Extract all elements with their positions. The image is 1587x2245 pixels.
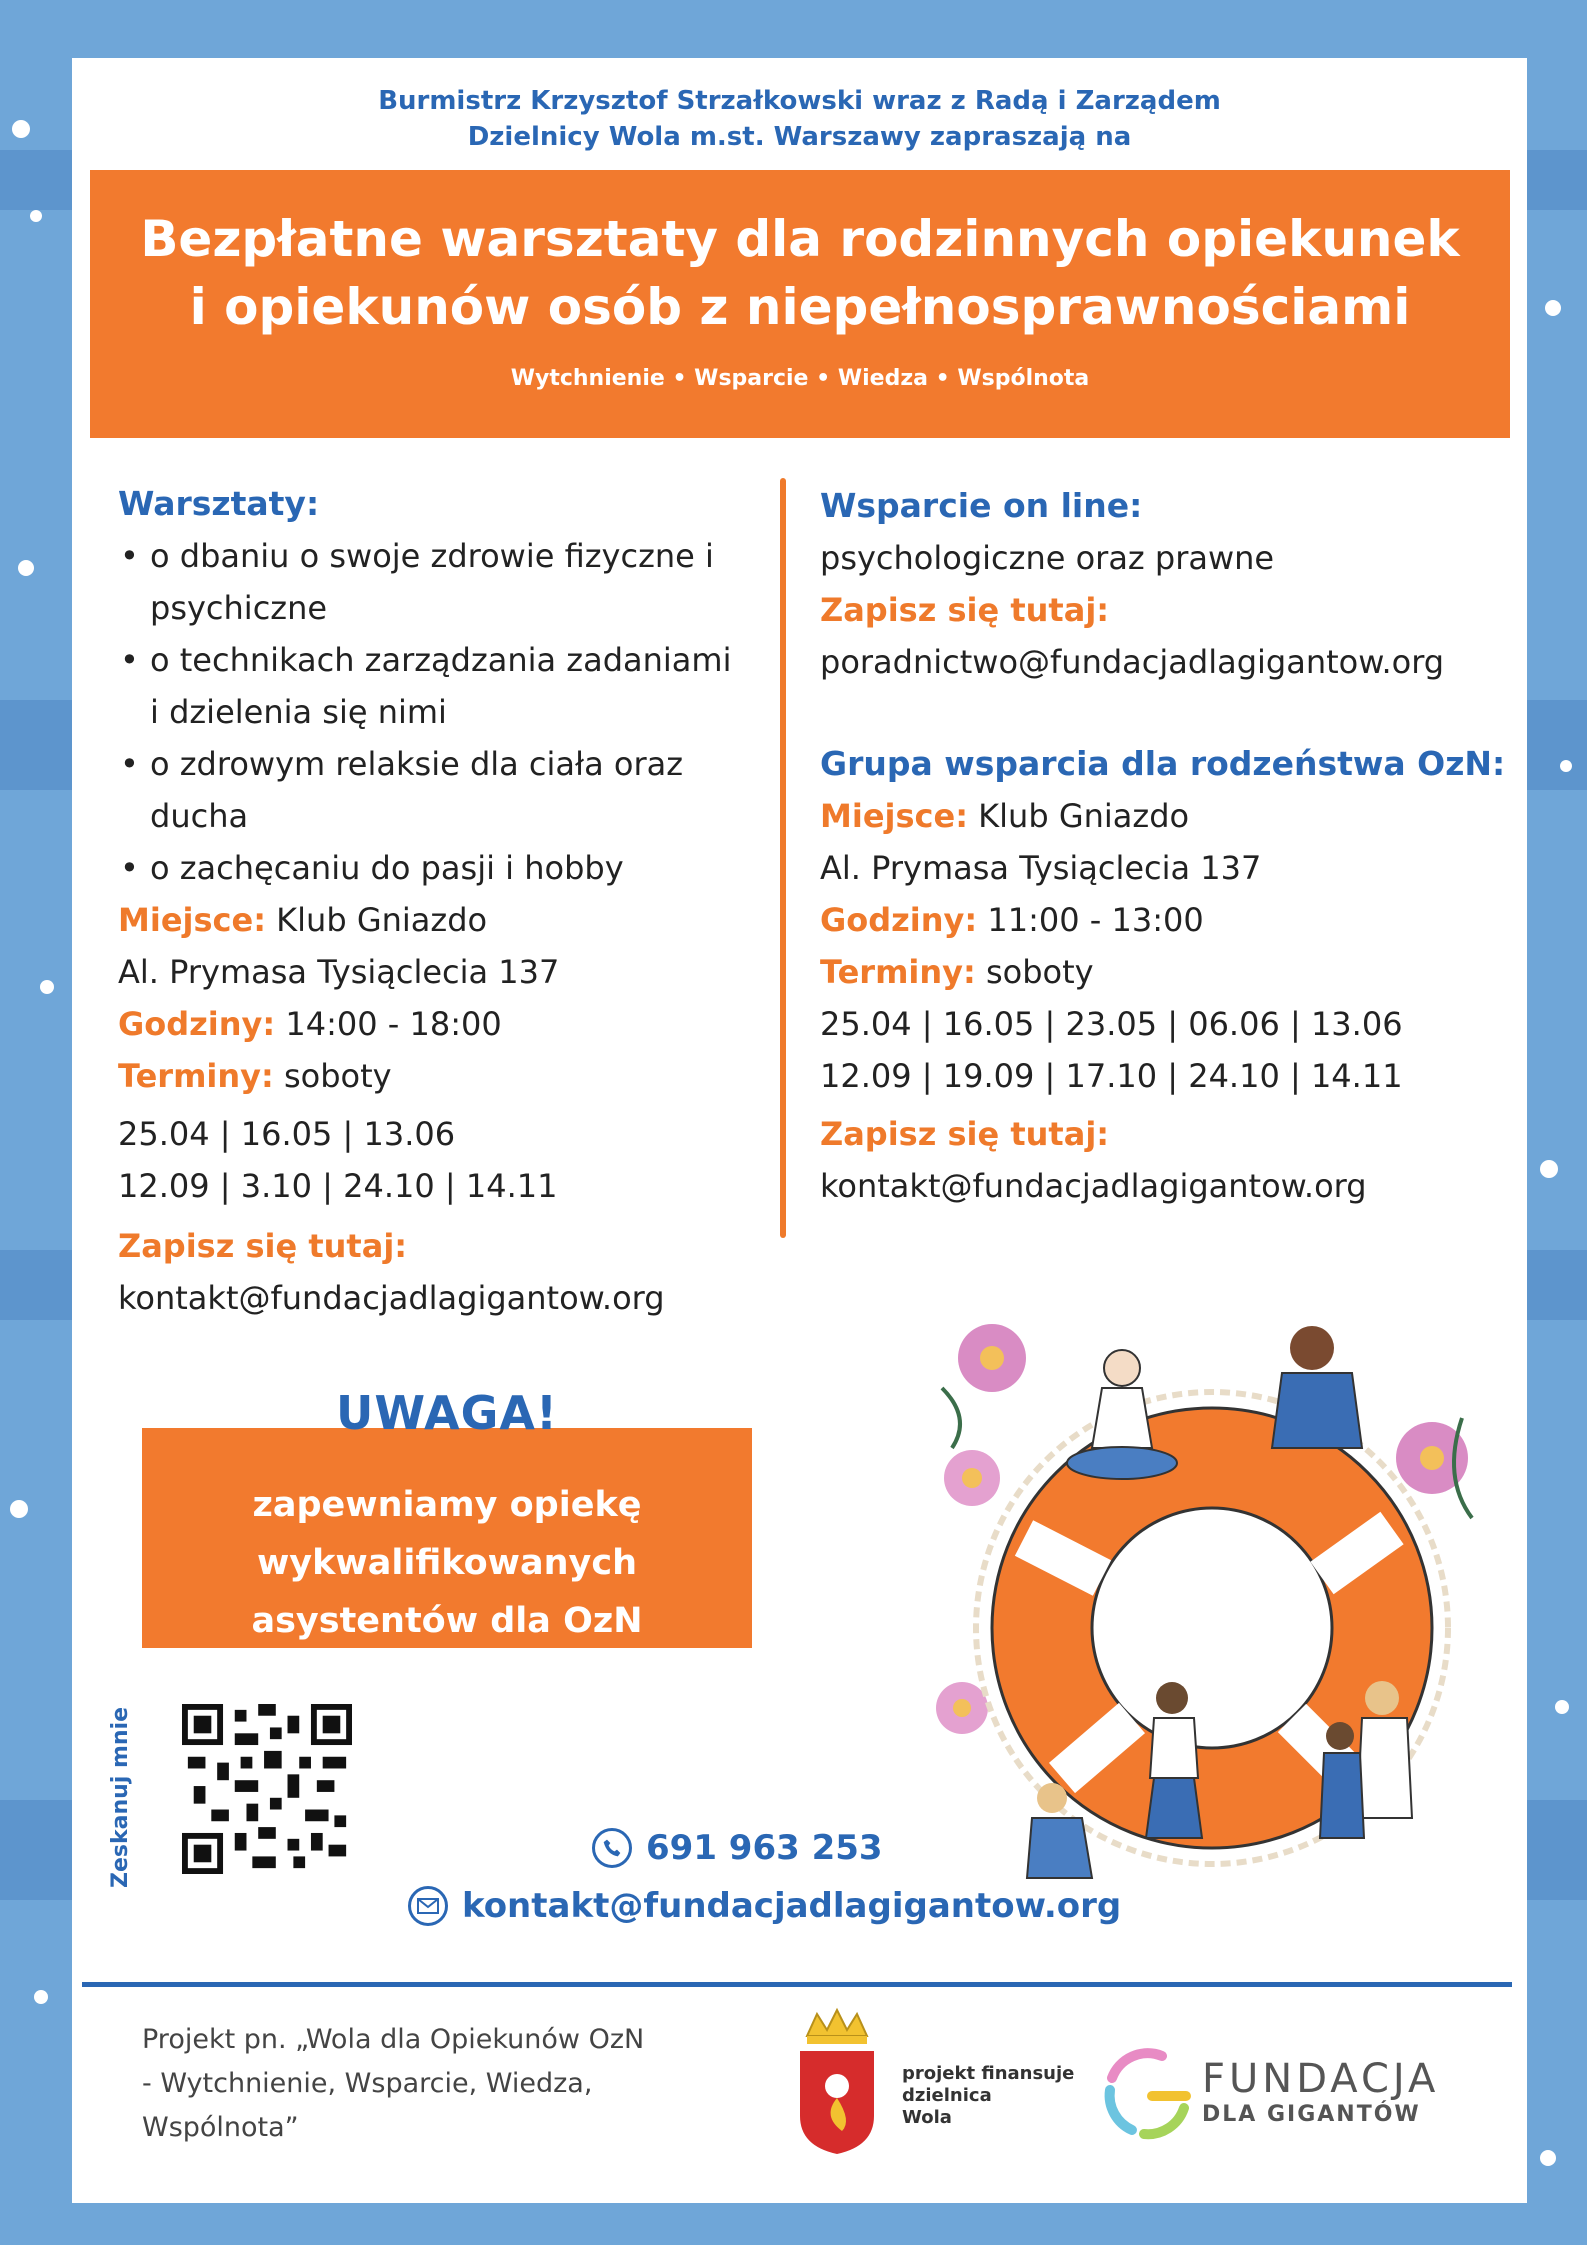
title-banner (90, 170, 1510, 438)
list-item (118, 634, 758, 738)
list-item (118, 530, 758, 634)
group-dates-line-2: 12.09 | 19.09 | 17.10 | 24.10 | 14.11 (820, 1057, 1403, 1095)
notice-line-2: wykwalifikowanych (256, 1543, 638, 1583)
dates-row (118, 1050, 758, 1102)
phone-icon (592, 1828, 632, 1868)
hours-row (118, 998, 758, 1050)
group-dates-line-1: 25.04 | 16.05 | 23.05 | 06.06 | 13.06 (820, 1005, 1403, 1043)
dates-line-2: 12.09 | 3.10 | 24.10 | 14.11 (118, 1167, 558, 1205)
online-email-link[interactable]: poradnictwo@fundacjadlagigantow.org (820, 643, 1445, 681)
workshops-column (118, 478, 758, 1324)
foundation-name-main: FUNDACJA (1202, 2056, 1440, 2102)
list-item-line: o zachęcaniu do pasji i hobby (150, 849, 624, 887)
banner-title-line-1: Bezpłatne warsztaty dla rodzinnych opiekunek (140, 210, 1460, 268)
decor-dot (18, 560, 34, 576)
online-text: psychologiczne oraz prawne (820, 539, 1275, 577)
phone-row[interactable] (592, 1828, 883, 1868)
foundation-name-sub: DLA GIGANTÓW (1202, 2102, 1421, 2127)
decor-dot (1560, 760, 1572, 772)
list-item-line: o zdrowym relaksie dla ciała oraz (150, 745, 684, 783)
list-item (118, 738, 758, 842)
decor-dot (30, 210, 42, 222)
notice-text (142, 1476, 752, 1650)
contact-email: kontakt@fundacjadlagigantow.org (462, 1886, 1122, 1926)
hours-value: 14:00 - 18:00 (285, 1005, 502, 1043)
support-column (820, 480, 1510, 1212)
list-item (118, 842, 758, 894)
decor-dot (40, 980, 54, 994)
notice-title: UWAGA! (336, 1386, 558, 1440)
signup-label: Zapisz się tutaj: (118, 1227, 408, 1265)
dates-value: soboty (283, 1057, 392, 1095)
group-address: Al. Prymasa Tysiąclecia 137 (820, 849, 1262, 887)
group-heading: Grupa wsparcia dla rodzeństwa OzN: (820, 744, 1506, 783)
list-item-line: o technikach zarządzania zadaniami (150, 641, 732, 679)
column-divider (780, 478, 786, 1238)
dates-label: Terminy: (118, 1057, 274, 1095)
online-heading: Wsparcie on line: (820, 486, 1143, 525)
decor-dot (34, 1990, 48, 2004)
decor-dot (10, 1500, 28, 1518)
foundation-logo-icon (1092, 2038, 1202, 2148)
project-info (142, 2018, 682, 2150)
notice-box (142, 1428, 752, 1648)
dates-line-1: 25.04 | 16.05 | 13.06 (118, 1115, 456, 1153)
decor-dot (1540, 1160, 1558, 1178)
dates-value: soboty (985, 953, 1094, 991)
group-signup-label: Zapisz się tutaj: (820, 1115, 1110, 1153)
notice-line-3: asystentów dla OzN (251, 1601, 643, 1641)
group-place-row (820, 790, 1510, 842)
funding-line-3: Wola (902, 2107, 952, 2128)
place-row (118, 894, 758, 946)
foundation-name (1202, 2056, 1439, 2127)
notice-line-1: zapewniamy opiekę (252, 1485, 642, 1525)
qr-label: Zeskanuj mnie (108, 1706, 133, 1888)
banner-tagline: Wytchnienie • Wsparcie • Wiedza • Wspólnota (510, 366, 1090, 391)
footer-divider (82, 1982, 1512, 1987)
project-line-3: Wspólnota” (142, 2112, 299, 2143)
list-item-line: o dbaniu o swoje zdrowie fizyczne i (150, 537, 714, 575)
place-value: Klub Gniazdo (276, 901, 488, 939)
mail-icon (408, 1886, 448, 1926)
signup-email-link[interactable]: kontakt@fundacjadlagigantow.org (118, 1279, 665, 1317)
banner-title-line-2: i opiekunów osób z niepełnosprawnościami (189, 278, 1411, 336)
project-line-1: Projekt pn. „Wola dla Opiekunów OzN (142, 2024, 645, 2055)
qr-code[interactable] (182, 1704, 352, 1874)
place-label: Miejsce: (820, 797, 968, 835)
wola-emblem-icon (792, 2006, 882, 2156)
address: Al. Prymasa Tysiąclecia 137 (118, 953, 560, 991)
group-hours-row (820, 894, 1510, 946)
hours-label: Godziny: (820, 901, 978, 939)
decor-dot (12, 120, 30, 138)
lifebuoy-illustration (932, 1278, 1492, 1918)
hours-label: Godziny: (118, 1005, 276, 1043)
phone-number: 691 963 253 (646, 1828, 883, 1868)
project-line-2: - Wytchnienie, Wsparcie, Wiedza, (142, 2068, 593, 2099)
place-label: Miejsce: (118, 901, 266, 939)
workshops-list (118, 530, 758, 894)
online-signup-label: Zapisz się tutaj: (820, 591, 1110, 629)
header-line-2: Dzielnicy Wola m.st. Warszawy zapraszają na (467, 122, 1132, 152)
group-signup-email-link[interactable]: kontakt@fundacjadlagigantow.org (820, 1167, 1367, 1205)
funding-line-2: dzielnica (902, 2085, 992, 2106)
funding-note (902, 2063, 1074, 2129)
workshops-heading: Warsztaty: (118, 484, 320, 523)
poster-sheet (72, 58, 1527, 2203)
list-item-line: i dzielenia się nimi (150, 693, 447, 731)
dates-label: Terminy: (820, 953, 976, 991)
header-line-1: Burmistrz Krzysztof Strzałkowski wraz z Radą i Zarządem (378, 86, 1221, 116)
decor-dot (1545, 300, 1561, 316)
list-item-line: ducha (150, 797, 249, 835)
group-dates-row (820, 946, 1510, 998)
funding-line-1: projekt finansuje (902, 2063, 1075, 2084)
decor-dot (1555, 1700, 1569, 1714)
email-row[interactable] (408, 1886, 1121, 1926)
hours-value: 11:00 - 13:00 (987, 901, 1204, 939)
decor-dot (1540, 2150, 1556, 2166)
place-value: Klub Gniazdo (978, 797, 1190, 835)
list-item-line: psychiczne (150, 589, 328, 627)
